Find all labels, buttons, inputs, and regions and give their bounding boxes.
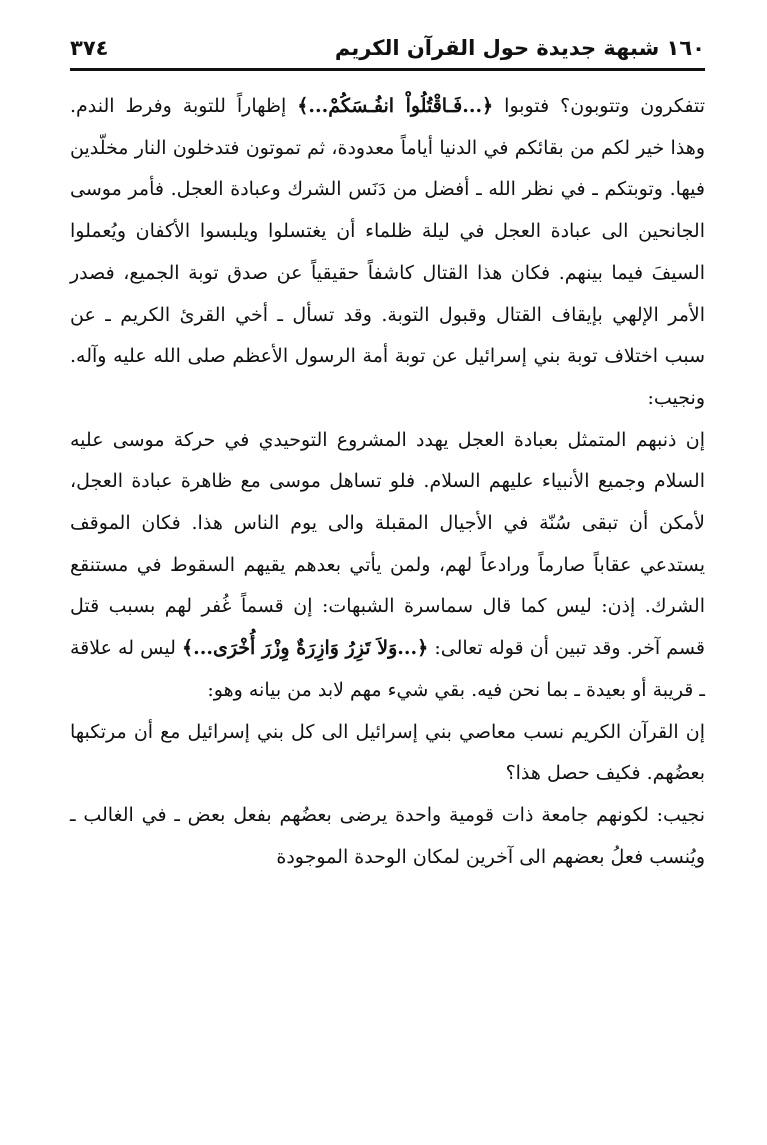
paragraph bbox=[70, 712, 705, 795]
paragraph bbox=[70, 420, 705, 712]
page-body bbox=[70, 86, 705, 878]
paragraph-text: إظهاراً للتوبة وفرط الندم. وهذا خير لكم من بقائكم في الدنيا أياماً معدودة، ثم تموتون فتدخلون النار مخلّدين فيها. وتوبتكم ـ في نظر الله ـ أفضل من دَنَس الشرك وعبادة العجل. فأمر موسى الجانحين الى عبادة العجل في ليلة ظلماء أن يغتسلوا ويلبسوا الأكفان ويُعملوا السيفَ فيما بينهم. فكان هذا القتال كاشفاً حقيقياً عن صدق توبة الجميع، فصدر الأمر الإلهي بإيقاف القتال وقبول التوبة. وقد تسأل ـ أخي القرئ الكريم ـ عن سبب اختلاف توبة بني إسرائيل عن توبة أمة الرسول الأعظم صلى الله عليه وآله. ونجيب: bbox=[70, 95, 705, 409]
paragraph-text: تتفكرون وتتوبون؟ فتوبوا bbox=[493, 95, 705, 117]
page-number: ٣٧٤ bbox=[70, 36, 109, 60]
paragraph bbox=[70, 86, 705, 420]
paragraph-text: إن القرآن الكريم نسب معاصي بني إسرائيل الى كل بني إسرائيل مع أن مرتكبها بعضُهم. فكيف حصل هذا؟ bbox=[70, 720, 705, 785]
paragraph-text: ليس له علاقة ـ قريبة أو بعيدة ـ بما نحن فيه. بقي شيء مهم لابد من بيانه وهو: bbox=[70, 637, 705, 701]
paragraph bbox=[70, 795, 705, 878]
paragraph-text: نجيب: لكونهم جامعة ذات قومية واحدة يرضى بعضُهم بفعل بعض ـ في الغالب ـ ويُنسب فعلُ بعضهم الى آخرين لمكان الوحدة الموجودة bbox=[70, 803, 705, 868]
running-title: ١٦٠ شبهة جديدة حول القرآن الكريم bbox=[334, 36, 705, 60]
page-header bbox=[70, 26, 705, 60]
quran-quote: ﴿...فَـاقْتُلُواْ انفُـسَكُمْ...﴾ bbox=[297, 95, 494, 117]
header-rule bbox=[70, 68, 705, 71]
paragraph-text: إن ذنبهم المتمثل بعبادة العجل يهدد المشروع التوحيدي في حركة موسى عليه السلام وجميع الأنبياء عليهم السلام. فلو تساهل موسى مع ظاهرة عبادة العجل، لأمكن أن تبقى سُنّة في الأجيال المقبلة والى يوم الناس هذا. فكان الموقف يستدعي عقاباً صارماً ورادعاً لهم، ولمن يأتي بعدهم يقيهم السقوط في مستنقع الشرك. إذن: ليس كما قال سماسرة الشبهات: إن قسماً غُفر لهم بسبب قتل قسم آخر. وقد تبين أن قوله تعالى: bbox=[70, 428, 705, 660]
quran-quote: ﴿...وَلاَ تَزِرُ وَازِرَةٌ وِزْرَ أُخْرَى...﴾ bbox=[181, 637, 429, 660]
